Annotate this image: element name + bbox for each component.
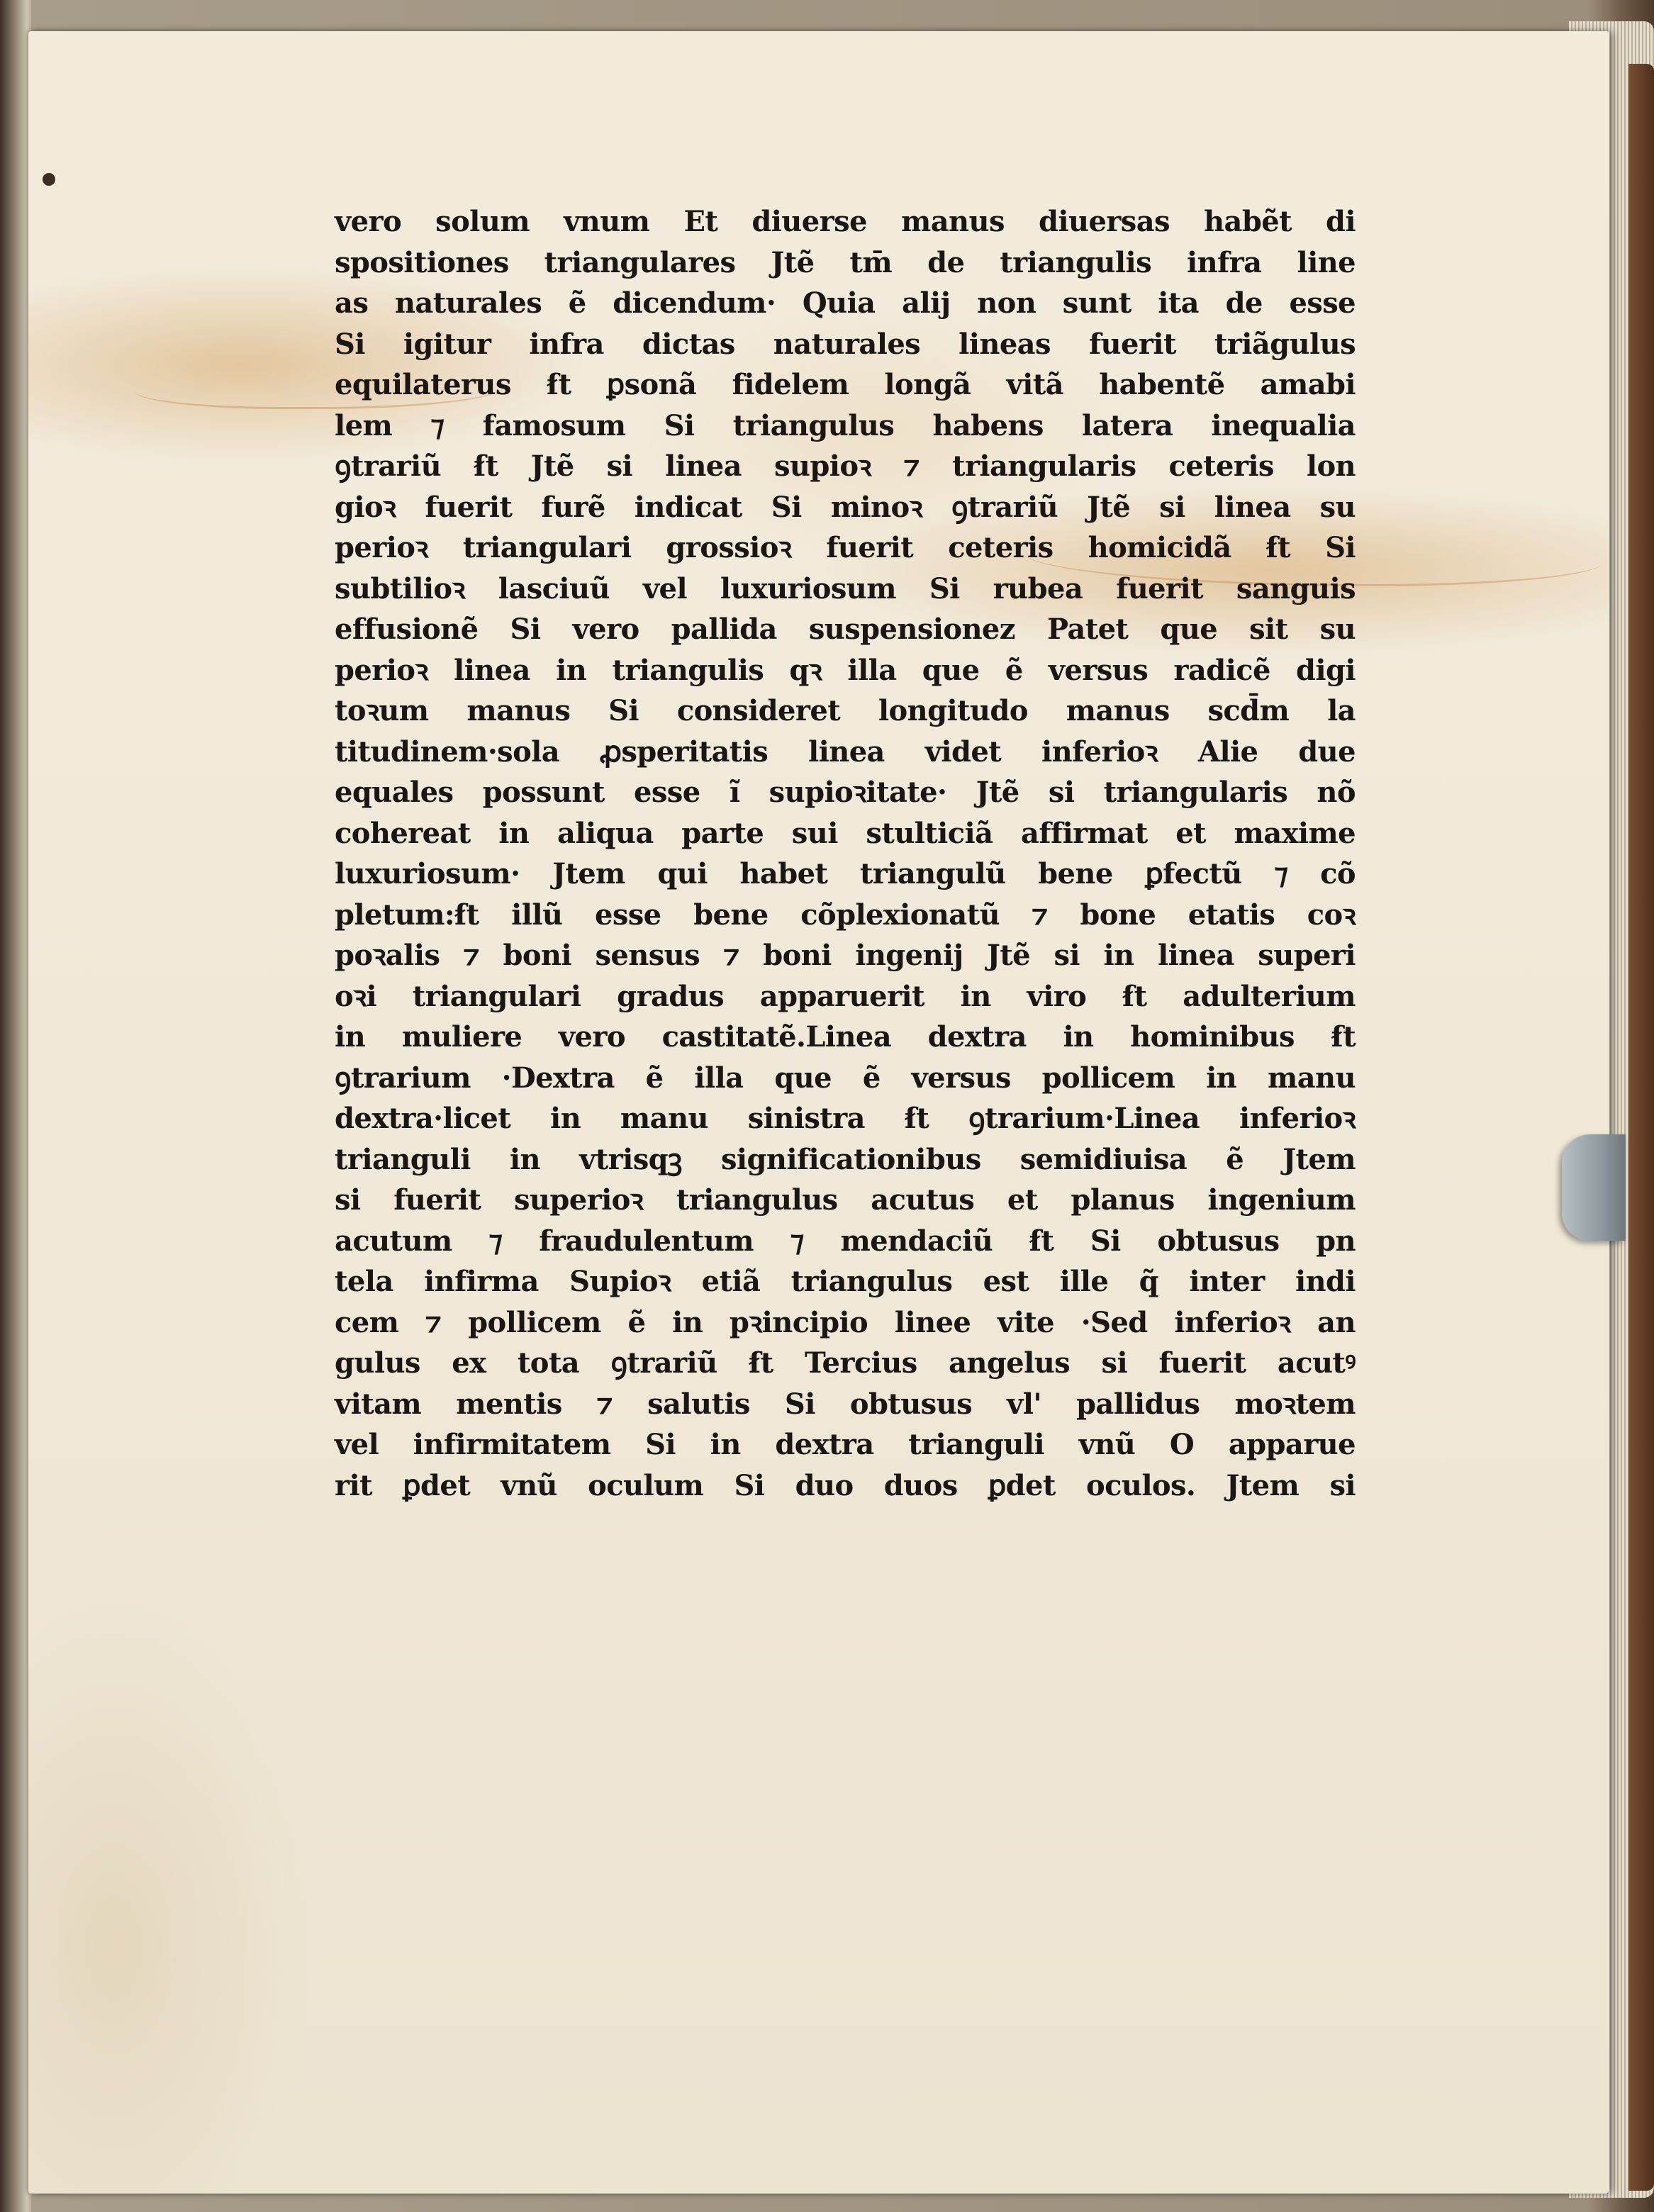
text-line: cohereat in aliqua parte sui stulticiã affirmat et maxime (335, 816, 1356, 850)
text-line: gioꝛ fuerit furẽ indicat Si minoꝛ ꝯtrariũ Jtẽ si linea su (335, 490, 1356, 524)
page-clip (1562, 1134, 1626, 1241)
text-line: perioꝛ triangulari grossioꝛ fuerit ceteris homicidã ẜt Si (335, 531, 1356, 564)
text-line: perioꝛ linea in triangulis qꝛ illa que ẽ versus radicẽ digi (335, 653, 1356, 687)
text-line: poꝛalis ⁊ boni sensus ⁊ boni ingenij Jtẽ si in linea superi (335, 939, 1356, 972)
text-line: ꝯtrariũ ẜt Jtẽ si linea supioꝛ ⁊ triangularis ceteris lon (335, 449, 1356, 483)
text-line: equales possunt esse ĩ supioꝛitate· Jtẽ si triangularis nõ (335, 776, 1356, 809)
previous-leaf-edge (0, 0, 31, 2212)
text-line: cem ⁊ pollicem ẽ in pꝛincipio linee vite ·Sed inferioꝛ an (335, 1305, 1356, 1339)
text-line: in muliere vero castitatẽ.Linea dextra in hominibus ẜt (335, 1020, 1356, 1054)
text-line: lem ⁊ famosum Si triangulus habens latera inequalia (335, 408, 1356, 442)
binding-cover-edge (1628, 64, 1654, 2191)
text-line: equilaterus ẜt ꝑsonã fidelem longã vitã habentẽ amabi (335, 368, 1356, 401)
text-line: rit ꝑdet vnũ oculum Si duo duos ꝑdet oculos. Jtem si (335, 1468, 1356, 1502)
binding-hole (43, 173, 55, 186)
text-line: trianguli in vtrisqꝫ significationibus semidiuisa ẽ Jtem (335, 1142, 1356, 1176)
text-line: oꝛi triangulari gradus apparuerit in viro ẜt adulterium (335, 979, 1356, 1013)
text-line: Si igitur infra dictas naturales lineas fuerit triãgulus (335, 327, 1356, 361)
text-line: effusionẽ Si vero pallida suspensionez Patet que sit su (335, 613, 1356, 646)
text-line: ꝯtrarium ·Dextra ẽ illa que ẽ versus pollicem in manu (335, 1061, 1356, 1095)
text-line: tela infirma Supioꝛ etiã triangulus est ille q̃ inter indi (335, 1265, 1356, 1298)
text-line: titudinem·sola ꝓsperitatis linea videt inferioꝛ Alie due (335, 734, 1356, 769)
text-line: vero solum vnum Et diuerse manus diuersas habẽt di (335, 205, 1356, 238)
text-line: si fuerit superioꝛ triangulus acutus et planus ingenium (335, 1183, 1356, 1217)
text-line: dextra·licet in manu sinistra ẜt ꝯtrarium·Linea inferioꝛ (335, 1102, 1356, 1135)
printed-page (28, 31, 1609, 2194)
text-line: acutum ⁊ fraudulentum ⁊ mendaciũ ẜt Si obtusus pn (335, 1224, 1356, 1258)
text-line: luxuriosum· Jtem qui habet triangulũ bene ꝑfectũ ⁊ cõ (335, 857, 1356, 890)
text-line: toꝛum manus Si consideret longitudo manus scd̄m la (335, 694, 1356, 727)
text-line: gulus ex tota ꝯtrariũ ẜt Tercius angelus si fuerit acutꝰ (335, 1346, 1356, 1380)
text-line: pletum:ẜt illũ esse bene cõplexionatũ ⁊ bone etatis coꝛ (335, 898, 1356, 932)
text-block (335, 201, 1356, 1506)
text-line: spositiones triangulares Jtẽ tm̄ de triangulis infra line (335, 245, 1356, 279)
text-line: as naturales ẽ dicendum· Quia alij non sunt ita de esse (335, 286, 1356, 320)
text-line: subtilioꝛ lasciuũ vel luxuriosum Si rubea fuerit sanguis (335, 571, 1356, 605)
text-line: vitam mentis ⁊ salutis Si obtusus vl' pallidus moꝛtem (335, 1387, 1356, 1421)
text-line: vel infirmitatem Si in dextra trianguli vnũ O apparue (335, 1428, 1356, 1461)
